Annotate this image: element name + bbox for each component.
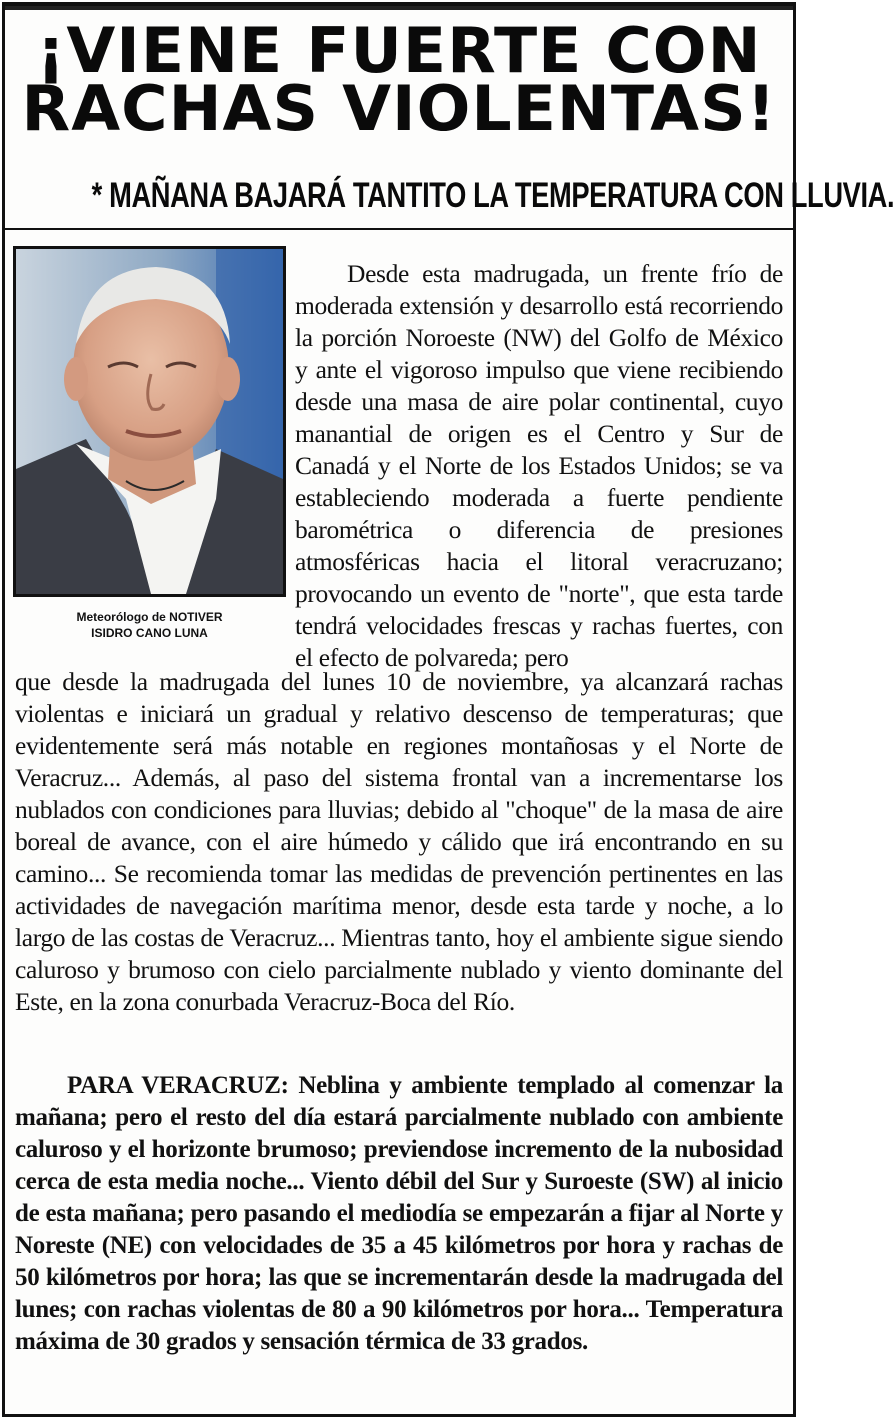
portrait-illustration — [16, 249, 283, 594]
article-body-text: que desde la madrugada del lunes 10 de noviembre, ya alcanzará rachas violentas e iniciará un gradual y relativo descenso de temperaturas; que evidentemente será más notable en regiones montañosas y el Norte de Veracruz... Además, al paso del sistema frontal van a incrementarse los nublados con condiciones para lluvias; debido al "choque" de la masa de aire boreal de avance, con el aire húmedo y cálido que irá encontrando en su camino... Se recomienda tomar las medidas de prevención pertinentes en las actividades de navegación marítima menor, desde esta tarde y noche, a lo largo de las costas de Veracruz... Mientras tanto, hoy el ambiente sigue siendo caluroso y brumoso con cielo parcialmente nublado y viento dominante del Este, en la zona conurbada Veracruz-Boca del Río. — [15, 667, 783, 1016]
article-frame — [2, 2, 894, 1417]
meteorologist-photo — [13, 246, 286, 597]
forecast-paragraph: PARA VERACRUZ: Neblina y ambiente templado al comenzar la mañana; pero el resto del día estará parcialmente nublado con ambiente caluroso y el horizonte brumoso; previendose incremento de la nubosidad cerca de esta media noche... Viento débil del Sur y Suroeste (SW) al inicio de esta mañana; pero pasando el mediodía se empezarán a fijar al Norte y Noreste (NE) con velocidades de 35 a 45 kilómetros por hora y rachas de 50 kilómetros por hora; las que se incrementarán desde la madrugada del lunes; con rachas violentas de 80 a 90 kilómetros por hora... Temperatura máxima de 30 grados y sensación térmica de 33 grados. — [15, 1072, 783, 1355]
subheadline: * MAÑANA BAJARÁ TANTITO LA TEMPERATURA CON LLUVIA. — [91, 176, 894, 215]
photo-caption — [13, 609, 286, 641]
headline-line-2: RACHAS VIOLENTAS! — [21, 72, 777, 145]
article-column-text: Desde esta madrugada, un frente frío de moderada extensión y desarrollo está recorriendo la porción Noroeste (NW) del Golfo de México y ante el vigoroso impulso que viene recibiendo desde una masa de aire polar continental, cuyo manantial de origen es el Centro y Sur de Canadá y el Norte de los Estados Unidos; se va estableciendo moderada a fuerte pendiente barométrica o diferencia de presiones atmosféricas hacia el litoral veracruzano; provocando un evento de "norte", que esta tarde tendrá velocidades frescas y rachas fuertes, con el efecto de polvareda; pero — [295, 259, 783, 672]
top-rule — [5, 6, 793, 10]
headline — [0, 14, 801, 145]
headline-line-1: ¡VIENE FUERTE CON — [36, 14, 762, 87]
header-divider — [5, 228, 793, 230]
caption-name: ISIDRO CANO LUNA — [91, 626, 208, 640]
caption-role: Meteorólogo de NOTIVER — [76, 610, 223, 624]
